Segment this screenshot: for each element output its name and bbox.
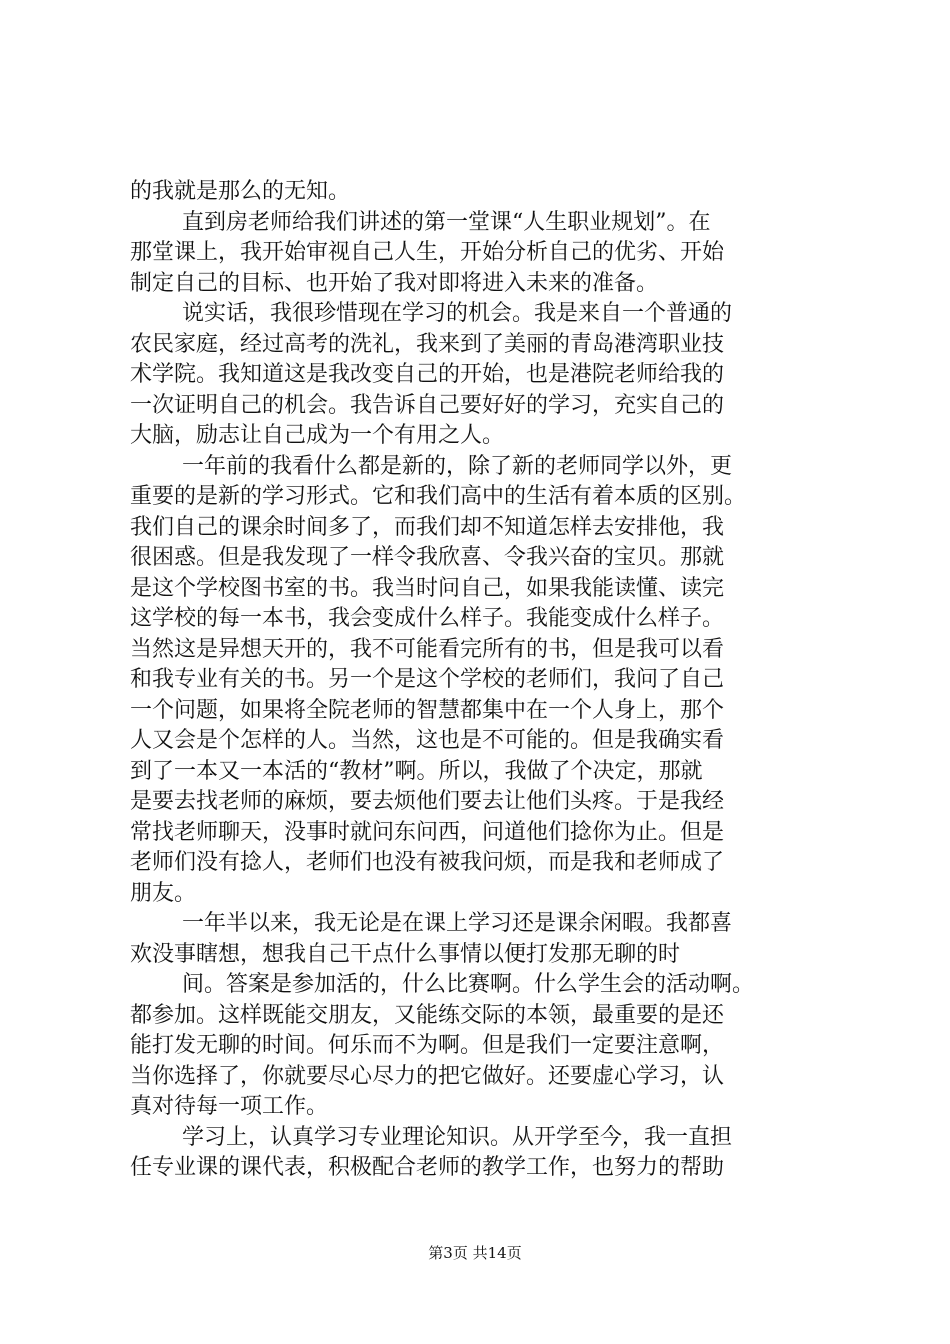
text-line: 学习上，认真学习专业理论知识。从开学至今，我一直担 (182, 1124, 733, 1150)
text-line: 一次证明自己的机会。我告诉自己要好好的学习，充实自己的 (130, 392, 725, 418)
text-line: 常找老师聊天，没事时就问东问西，问道他们捻你为止。但是 (130, 819, 725, 845)
page-number: 第3页 共14页 (428, 1244, 522, 1262)
page-footer (0, 1243, 950, 1263)
text-line: 一年半以来，我无论是在课上学习还是课余闲暇。我都喜 (182, 911, 733, 936)
text-line: 这学校的每一本书，我会变成什么样子。我能变成什么样子。 (130, 606, 725, 631)
text-line: 老师们没有捻人，老师们也没有被我问烦，而是我和老师成了 (130, 850, 725, 875)
text-line: 当然这是异想天开的，我不可能看完所有的书，但是我可以看 (130, 636, 725, 662)
text-line: 我们自己的课余时间多了，而我们却不知道怎样去安排他，我 (130, 514, 725, 540)
text-line: 那堂课上，我开始审视自己人生，开始分析自己的优劣、开始 (130, 240, 725, 265)
text-line: 当你选择了，你就要尽心尽力的把它做好。还要虚心学习，认 (130, 1063, 725, 1089)
text-line: 都参加。这样既能交朋友，又能练交际的本领，最重要的是还 (130, 1002, 725, 1028)
text-line: 真对待每一项工作。 (130, 1094, 329, 1119)
text-line: 能打发无聊的时间。何乐而不为啊。但是我们一定要注意啊， (130, 1033, 725, 1058)
text-line: 朋友。 (130, 880, 197, 906)
text-line: 是这个学校图书室的书。我当时问自己，如果我能读懂、读完 (130, 575, 725, 601)
text-line: 欢没事瞎想，想我自己干点什么事情以便打发那无聊的时 (130, 941, 681, 967)
text-line: 和我专业有关的书。另一个是这个学校的老师们，我问了自己 (130, 667, 725, 692)
text-line: 很困惑。但是我发现了一样令我欣喜、令我兴奋的宝贝。那就 (130, 545, 725, 570)
text-line: 是要去找老师的麻烦，要去烦他们要去让他们头疼。于是我经 (130, 789, 725, 814)
text-line: 直到房老师给我们讲述的第一堂课“人生职业规划”。在 (182, 209, 711, 235)
text-line: 重要的是新的学习形式。它和我们高中的生活有着本质的区别。 (130, 484, 747, 509)
text-line: 任专业课的课代表，积极配合老师的教学工作，也努力的帮助 (130, 1155, 725, 1180)
text-line: 大脑，励志让自己成为一个有用之人。 (130, 423, 505, 448)
body-text (130, 177, 850, 1184)
text-line: 到了一本又一本活的“教材”啊。所以，我做了个决定，那就 (130, 758, 703, 784)
text-line: 术学院。我知道这是我改变自己的开始，也是港院老师给我的 (130, 362, 725, 387)
text-line: 农民家庭，经过高考的洗礼，我来到了美丽的青岛港湾职业技 (130, 331, 725, 357)
text-line: 一年前的我看什么都是新的，除了新的老师同学以外，更 (182, 453, 733, 479)
text-line: 制定自己的目标、也开始了我对即将进入未来的准备。 (130, 270, 659, 296)
text-line: 的我就是那么的无知。 (130, 179, 351, 204)
text-line: 一个问题，如果将全院老师的智慧都集中在一个人身上，那个 (130, 697, 725, 723)
text-line: 间。答案是参加活的，什么比赛啊。什么学生会的活动啊。 (182, 972, 755, 997)
text-line: 说实话，我很珍惜现在学习的机会。我是来自一个普通的 (182, 301, 733, 326)
text-line: 人又会是个怎样的人。当然，这也是不可能的。但是我确实看 (130, 728, 725, 753)
